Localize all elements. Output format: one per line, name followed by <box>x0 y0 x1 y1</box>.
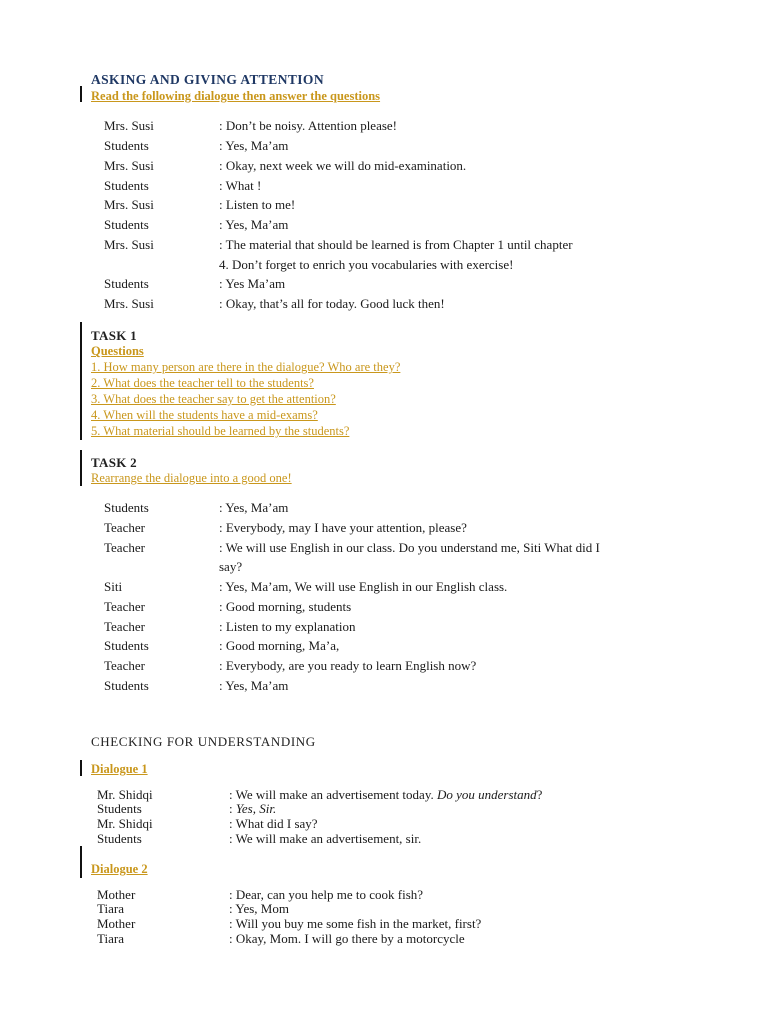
line: : Listen to me! <box>219 197 296 212</box>
speaker: Students <box>104 638 149 653</box>
dialogue2-title: Dialogue 2 <box>91 862 148 876</box>
question-item: 4. When will the students have a mid-exams? <box>91 408 318 422</box>
speaker: Mother <box>97 916 136 931</box>
speaker: Mr. Shidqi <box>97 816 153 831</box>
line-text: : We will make an advertisement today. <box>229 787 437 802</box>
dialogue-row <box>0 178 768 196</box>
task2-title: TASK 2 <box>91 455 137 470</box>
speaker: Students <box>104 217 149 232</box>
speaker: Students <box>97 801 142 816</box>
speaker: Teacher <box>104 540 145 555</box>
margin-bar <box>80 760 82 776</box>
dialogue-row <box>0 296 768 314</box>
checking-title: CHECKING FOR UNDERSTANDING <box>91 734 316 749</box>
speaker: Mrs. Susi <box>104 296 154 311</box>
line: : Okay, that’s all for today. Good luck then! <box>219 296 445 311</box>
line: : Okay, next week we will do mid-examination. <box>219 158 467 173</box>
dialogue-row <box>0 931 768 949</box>
line: : What did I say? <box>229 816 318 831</box>
speaker: Tiara <box>97 931 124 946</box>
speaker: Mrs. Susi <box>104 197 154 212</box>
dialogue-row <box>0 520 768 538</box>
line: : Everybody, may I have your attention, please? <box>219 520 467 535</box>
dialogue-row <box>0 197 768 215</box>
dialogue-row <box>0 138 768 156</box>
line: : Good morning, students <box>219 599 352 614</box>
speaker: Teacher <box>104 520 145 535</box>
line: : Everybody, are you ready to learn English now? <box>219 658 477 673</box>
instruction-heading: Read the following dialogue then answer the questions <box>91 89 381 103</box>
speaker: Mrs. Susi <box>104 158 154 173</box>
speaker: Mrs. Susi <box>104 237 154 252</box>
dialogue-row <box>0 831 768 849</box>
margin-bar <box>80 322 82 440</box>
question-item: 5. What material should be learned by the students? <box>91 424 350 438</box>
speaker: Mr. Shidqi <box>97 787 153 802</box>
dialogue-row <box>0 678 768 696</box>
line: : Okay, Mom. I will go there by a motorcycle <box>229 931 465 946</box>
task1-subtitle: Questions <box>91 344 144 358</box>
speaker: Students <box>104 500 149 515</box>
dialogue-row <box>0 658 768 676</box>
line: : Good morning, Ma’a, <box>219 638 340 653</box>
speaker: Teacher <box>104 619 145 634</box>
dialogue-row <box>0 217 768 235</box>
line: : Yes, Ma’am <box>219 678 289 693</box>
line: : Yes, Ma’am <box>219 500 289 515</box>
line: : Will you buy me some fish in the market, first? <box>229 916 482 931</box>
speaker: Mother <box>97 887 136 902</box>
speaker: Teacher <box>104 658 145 673</box>
dialogue-row <box>0 237 768 255</box>
line-text: : <box>229 801 236 816</box>
speaker: Mrs. Susi <box>104 118 154 133</box>
dialogue-row <box>0 158 768 176</box>
speaker: Students <box>104 276 149 291</box>
line: : Yes, Mom <box>229 901 289 916</box>
speaker: Siti <box>104 579 123 594</box>
margin-bar <box>80 86 82 102</box>
line: : Dear, can you help me to cook fish? <box>229 887 424 902</box>
page-title: ASKING AND GIVING ATTENTION <box>91 72 324 87</box>
line-continuation: 4. Don’t forget to enrich you vocabularies with exercise! <box>219 257 514 272</box>
margin-bar <box>80 450 82 486</box>
question-item: 1. How many person are there in the dialogue? Who are they? <box>91 360 401 374</box>
line-end: ? <box>536 787 543 802</box>
line: : Listen to my explanation <box>219 619 356 634</box>
line: : We will make an advertisement, sir. <box>229 831 422 846</box>
line <box>229 801 276 817</box>
line: : What ! <box>219 178 262 193</box>
question-item: 3. What does the teacher say to get the attention? <box>91 392 336 406</box>
question-item: 2. What does the teacher tell to the students? <box>91 376 314 390</box>
speaker: Tiara <box>97 901 124 916</box>
dialogue-row <box>0 500 768 518</box>
line-italic: Yes, Sir. <box>235 801 277 816</box>
margin-bar <box>80 846 82 878</box>
dialogue-row <box>0 540 768 558</box>
task1-title: TASK 1 <box>91 328 137 343</box>
dialogue1-title: Dialogue 1 <box>91 762 148 776</box>
line-continuation: say? <box>219 559 243 574</box>
speaker: Teacher <box>104 599 145 614</box>
task2-subtitle: Rearrange the dialogue into a good one! <box>91 471 292 485</box>
line-italic: Do you understand <box>436 787 537 802</box>
speaker: Students <box>104 138 149 153</box>
line: : Yes Ma’am <box>219 276 286 291</box>
line: : We will use English in our class. Do you understand me, Siti What did I <box>219 540 600 555</box>
line: : Yes, Ma’am, We will use English in our English class. <box>219 579 508 594</box>
line: : Don’t be noisy. Attention please! <box>219 118 398 133</box>
speaker: Students <box>97 831 142 846</box>
line: : Yes, Ma’am <box>219 138 289 153</box>
dialogue-row <box>0 619 768 637</box>
dialogue-row <box>0 599 768 617</box>
speaker: Students <box>104 178 149 193</box>
speaker: Students <box>104 678 149 693</box>
dialogue-row <box>0 579 768 597</box>
dialogue-row <box>0 638 768 656</box>
line: : Yes, Ma’am <box>219 217 289 232</box>
dialogue-row <box>0 118 768 136</box>
line: : The material that should be learned is from Chapter 1 until chapter <box>219 237 573 252</box>
dialogue-row <box>0 276 768 294</box>
